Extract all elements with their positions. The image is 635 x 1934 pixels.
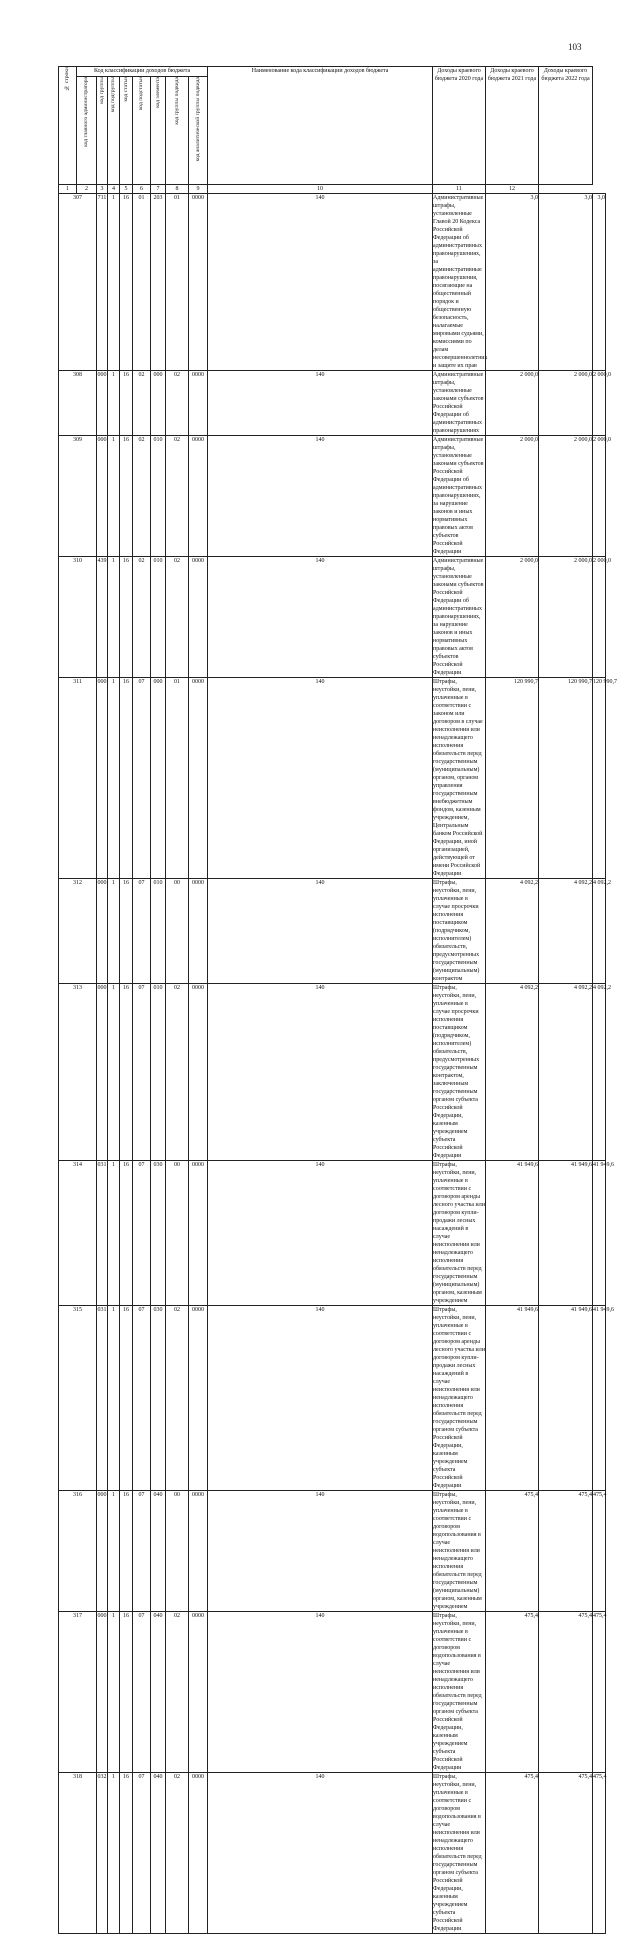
row-number: 309 [59, 436, 97, 557]
code-header-element: код элемента [151, 77, 166, 185]
code-article: 07 [133, 1161, 151, 1306]
amount-2020: 4 092,2 [486, 984, 539, 1161]
year-2022-header: Доходы краевого бюджета 2022 года [539, 67, 593, 185]
amount-2020: 475,4 [486, 1491, 539, 1612]
code-article: 02 [133, 557, 151, 678]
revenue-name: Штрафы, неустойки, пени, уплаченные в соответствии с договором аренды лесного участка или договором купли-продажи лесных насаждений в случае неисполнения или ненадлежащего исполнения обязательств перед государственным (муниципальным) органом, казенным учреждением [433, 1162, 485, 1304]
code-analytic-group: 140 [208, 984, 433, 1161]
amount-2020: 120 990,7 [486, 678, 539, 879]
amount-2021: 41 949,6 [539, 1306, 593, 1491]
code-element: 02 [166, 371, 189, 436]
code-subarticle: 030 [151, 1161, 166, 1306]
code-subarticle: 000 [151, 371, 166, 436]
code-subarticle: 010 [151, 984, 166, 1161]
code-element: 00 [166, 1161, 189, 1306]
revenue-name: Штрафы, неустойки, пени, уплаченные в случае просрочки исполнения поставщиком (подрядчиком, исполнителем) обязательств, предусмотренных государственным контрактом, заключенным государственным органом субъекта Российской Федерации, казенным учреждением субъекта Российской Федерации [433, 984, 486, 1161]
amount-2022: 41 949,6 [593, 1306, 606, 1491]
amount-2020: 475,4 [486, 1612, 539, 1773]
column-number: 1 [59, 185, 77, 194]
code-group: 1 [108, 1773, 120, 1934]
code-article: 07 [133, 1773, 151, 1934]
code-admin: 000 [97, 371, 108, 436]
code-subarticle: 030 [151, 1306, 166, 1491]
code-element: 02 [166, 1306, 189, 1491]
amount-2022: 475,4 [593, 1491, 606, 1612]
code-subarticle: 000 [151, 678, 166, 879]
code-article: 07 [133, 879, 151, 984]
code-admin: 000 [97, 879, 108, 984]
code-subtype-group: 0000 [189, 984, 208, 1161]
amount-2021: 2 000,0 [539, 436, 593, 557]
code-group: 1 [108, 557, 120, 678]
amount-2021: 2 000,0 [539, 371, 593, 436]
code-element: 01 [166, 194, 189, 371]
code-article: 07 [133, 1306, 151, 1491]
amount-2021: 4 092,2 [539, 984, 593, 1161]
table-row [59, 1161, 606, 1306]
code-subtype-group: 0000 [189, 557, 208, 678]
code-admin: 031 [97, 1306, 108, 1491]
column-number: 2 [77, 185, 97, 194]
column-number-row [59, 185, 606, 194]
column-number: 8 [166, 185, 189, 194]
code-admin: 000 [97, 436, 108, 557]
code-subtype-group: 0000 [189, 1491, 208, 1612]
amount-2021: 120 990,7 [539, 678, 593, 879]
revenue-name: Штрафы, неустойки, пени, уплаченные в соответствии с договором водопользования в случае неисполнения или ненадлежащего исполнения обязательств перед государственным органом субъекта Российской Федерации, казенным учреждением субъекта Российской Федерации [433, 1612, 486, 1773]
column-number: 6 [133, 185, 151, 194]
amount-2022: 475,4 [593, 1612, 606, 1773]
table-row [59, 1773, 606, 1934]
code-article: 07 [133, 1491, 151, 1612]
row-number: 313 [59, 984, 97, 1161]
code-analytic-group: 140 [208, 1306, 433, 1491]
code-subgroup: 16 [120, 557, 133, 678]
table-row [59, 194, 606, 371]
amount-2021: 475,4 [539, 1612, 593, 1773]
code-analytic-group: 140 [208, 678, 433, 879]
code-analytic-group: 140 [208, 1491, 433, 1612]
code-analytic-group: 140 [208, 1161, 433, 1306]
column-number: 4 [108, 185, 120, 194]
code-subarticle: 010 [151, 879, 166, 984]
column-number: 11 [433, 185, 486, 194]
revenue-name: Административные штрафы, установленные законами субъектов Российской Федерации об административных правонарушениях [433, 371, 486, 436]
code-article: 01 [133, 194, 151, 371]
amount-2022: 4 092,2 [593, 984, 606, 1161]
column-number: 3 [97, 185, 108, 194]
amount-2022: 120 990,7 [593, 678, 606, 879]
column-number: 10 [208, 185, 433, 194]
amount-2020: 2 000,0 [486, 436, 539, 557]
revenue-name: Штрафы, неустойки, пени, уплаченные в соответствии с договором водопользования в случае неисполнения или ненадлежащего исполнения обязательств перед государственным (муниципальным) органом, казенным учреждением [433, 1491, 486, 1612]
row-number: 307 [59, 194, 97, 371]
code-subtype-group: 0000 [189, 371, 208, 436]
code-admin: 439 [97, 557, 108, 678]
code-group: 1 [108, 984, 120, 1161]
row-number-header: № строки [59, 67, 77, 185]
code-analytic-group: 140 [208, 371, 433, 436]
code-header-subarticle: код подстатьи [133, 77, 151, 185]
revenue-name: Административные штрафы, установленные законами субъектов Российской Федерации об административных правонарушениях, за нарушение законов и иных нормативных правовых актов субъектов Российской Федерации [433, 557, 486, 678]
code-element: 02 [166, 984, 189, 1161]
code-header-subtype-group: код группы подвида [166, 77, 189, 185]
code-subgroup: 16 [120, 194, 133, 371]
code-group: 1 [108, 436, 120, 557]
budget-revenue-table [58, 66, 618, 1934]
code-admin: 000 [97, 678, 108, 879]
code-subarticle: 203 [151, 194, 166, 371]
table-row [59, 984, 606, 1161]
code-header-article: код статьи [120, 77, 133, 185]
code-admin: 711 [97, 194, 108, 371]
revenue-name: Штрафы, неустойки, пени, уплаченные в соответствии с законом или договором в случае неисполнения или ненадлежащего исполнения обязательств перед государственным (муниципальным) органом, органом управления государственным внебюджетным фондом, казенным учреждением, Центральным банком Российской Федерации, иной организацией, действующей от имени Российской Федерации [433, 678, 486, 879]
row-number: 310 [59, 557, 97, 678]
code-subtype-group: 0000 [189, 436, 208, 557]
code-group: 1 [108, 1491, 120, 1612]
code-subgroup: 16 [120, 984, 133, 1161]
code-admin: 000 [97, 984, 108, 1161]
code-subarticle: 010 [151, 557, 166, 678]
amount-2021: 3,0 [539, 194, 593, 371]
row-number: 317 [59, 1612, 97, 1773]
code-analytic-group: 140 [208, 1773, 433, 1934]
table-row [59, 371, 606, 436]
code-subarticle: 010 [151, 436, 166, 557]
table-row [59, 1306, 606, 1491]
revenue-name: Штрафы, неустойки, пени, уплаченные в случае просрочки исполнения поставщиком (подрядчиком, исполнителем) обязательств, предусмотренных государственным (муниципальным) контрактом [433, 879, 486, 984]
amount-2021: 475,4 [539, 1773, 593, 1934]
row-number: 308 [59, 371, 97, 436]
code-element: 00 [166, 1491, 189, 1612]
code-element: 02 [166, 557, 189, 678]
code-subarticle: 040 [151, 1491, 166, 1612]
code-analytic-group: 140 [208, 1612, 433, 1773]
revenue-name: Штрафы, неустойки, пени, уплаченные в соответствии с договором аренды лесного участка или договором купли-продажи лесных насаждений в случае неисполнения или ненадлежащего исполнения обязательств перед государственным органом субъекта Российской Федерации, казенным учреждением субъекта Российской Федерации [433, 1307, 485, 1489]
column-number: 12 [486, 185, 539, 194]
code-subgroup: 16 [120, 1491, 133, 1612]
amount-2022: 3,0 [593, 194, 606, 371]
row-number: 312 [59, 879, 97, 984]
amount-2020: 41 949,6 [486, 1306, 539, 1491]
code-group: 1 [108, 1161, 120, 1306]
code-subgroup: 16 [120, 1161, 133, 1306]
amount-2022: 2 000,0 [593, 436, 606, 557]
code-analytic-group: 140 [208, 436, 433, 557]
amount-2020: 41 949,6 [486, 1161, 539, 1306]
amount-2021: 4 092,2 [539, 879, 593, 984]
code-article: 07 [133, 984, 151, 1161]
row-number: 314 [59, 1161, 97, 1306]
code-analytic-group: 140 [208, 557, 433, 678]
amount-2021: 475,4 [539, 1491, 593, 1612]
amount-2020: 475,4 [486, 1773, 539, 1934]
amount-2022: 2 000,0 [593, 557, 606, 678]
code-subgroup: 16 [120, 436, 133, 557]
amount-2020: 3,0 [486, 194, 539, 371]
table-row [59, 678, 606, 879]
code-element: 02 [166, 1612, 189, 1773]
code-subgroup: 16 [120, 371, 133, 436]
code-article: 07 [133, 678, 151, 879]
code-header-analytic-group: код аналитической группы подвида [189, 77, 208, 185]
code-subtype-group: 0000 [189, 1306, 208, 1491]
column-number: 7 [151, 185, 166, 194]
amount-2022: 41 949,6 [593, 1161, 606, 1306]
code-group: 1 [108, 678, 120, 879]
code-element: 02 [166, 1773, 189, 1934]
code-header-subgroup: код подгруппы [108, 77, 120, 185]
table-row [59, 1612, 606, 1773]
amount-2021: 41 949,6 [539, 1161, 593, 1306]
amount-2020: 2 000,0 [486, 371, 539, 436]
code-admin: 000 [97, 1612, 108, 1773]
table-row [59, 1491, 606, 1612]
revenue-name: Административные штрафы, установленные Главой 20 Кодекса Российской Федерации об административных правонарушениях, за административные правонарушения, посягающие на общественный порядок и общественную безопасность, налагаемые мировыми судьями, комиссиями по делам несовершеннолетних и защите их прав [433, 195, 488, 369]
code-subtype-group: 0000 [189, 1161, 208, 1306]
row-number: 311 [59, 678, 97, 879]
code-subtype-group: 0000 [189, 879, 208, 984]
code-group: 1 [108, 1612, 120, 1773]
code-article: 02 [133, 371, 151, 436]
code-group: 1 [108, 1306, 120, 1491]
revenue-name: Штрафы, неустойки, пени, уплаченные в соответствии с договором водопользования в случае неисполнения или ненадлежащего исполнения обязательств перед государственным органом субъекта Российской Федерации, казенным учреждением субъекта Российской Федерации [433, 1773, 486, 1934]
amount-2020: 4 092,2 [486, 879, 539, 984]
code-admin: 031 [97, 1161, 108, 1306]
code-element: 01 [166, 678, 189, 879]
row-number: 315 [59, 1306, 97, 1491]
classification-group-header: Код классификации доходов бюджета [77, 67, 208, 77]
column-number: 5 [120, 185, 133, 194]
amount-2022: 475,4 [593, 1773, 606, 1934]
code-subarticle: 040 [151, 1773, 166, 1934]
code-subgroup: 16 [120, 1306, 133, 1491]
amount-2022: 4 092,2 [593, 879, 606, 984]
code-article: 02 [133, 436, 151, 557]
code-admin: 000 [97, 1491, 108, 1612]
code-article: 07 [133, 1612, 151, 1773]
code-subgroup: 16 [120, 879, 133, 984]
page-number: 103 [568, 42, 582, 52]
year-2021-header: Доходы краевого бюджета 2021 года [486, 67, 539, 185]
name-header: Наименование кода классификации доходов бюджета [208, 67, 433, 185]
code-subtype-group: 0000 [189, 1612, 208, 1773]
code-element: 02 [166, 436, 189, 557]
code-analytic-group: 140 [208, 879, 433, 984]
amount-2022: 2 000,0 [593, 371, 606, 436]
code-subgroup: 16 [120, 1612, 133, 1773]
code-subtype-group: 0000 [189, 194, 208, 371]
code-subgroup: 16 [120, 678, 133, 879]
code-subtype-group: 0000 [189, 678, 208, 879]
code-admin: 032 [97, 1773, 108, 1934]
column-number: 9 [189, 185, 208, 194]
amount-2020: 2 000,0 [486, 557, 539, 678]
row-number: 316 [59, 1491, 97, 1612]
code-analytic-group: 140 [208, 194, 433, 371]
revenue-name: Административные штрафы, установленные законами субъектов Российской Федерации об административных правонарушениях, за нарушение законов и иных нормативных правовых актов субъектов Российской Федерации [433, 436, 486, 557]
code-group: 1 [108, 194, 120, 371]
code-subgroup: 16 [120, 1773, 133, 1934]
code-header-admin: код главного администратора [77, 77, 97, 185]
row-number: 318 [59, 1773, 97, 1934]
code-subtype-group: 0000 [189, 1773, 208, 1934]
code-element: 00 [166, 879, 189, 984]
code-subarticle: 040 [151, 1612, 166, 1773]
code-group: 1 [108, 879, 120, 984]
table-row [59, 436, 606, 557]
table-row [59, 879, 606, 984]
amount-2021: 2 000,0 [539, 557, 593, 678]
table-row [59, 557, 606, 678]
year-2020-header: Доходы краевого бюджета 2020 года [433, 67, 486, 185]
code-header-group: код группы [97, 77, 108, 185]
code-group: 1 [108, 371, 120, 436]
